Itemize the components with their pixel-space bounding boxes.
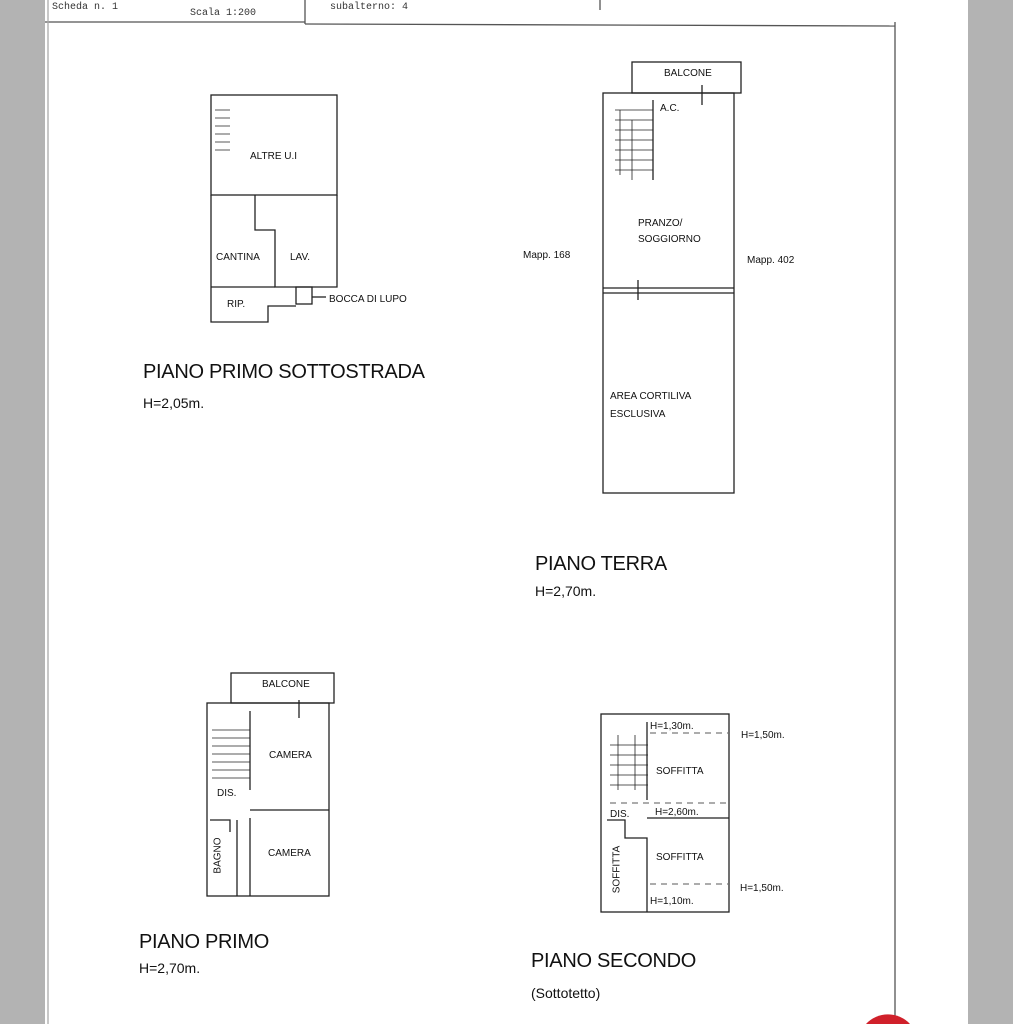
height-label: H=2,60m. xyxy=(655,807,699,818)
neighbor-label: Mapp. 402 xyxy=(747,255,795,266)
height-label: H=1,50m. xyxy=(741,730,785,741)
room-label: CAMERA xyxy=(268,848,311,859)
plan-title: PIANO TERRA xyxy=(535,553,667,575)
neighbor-label: Mapp. 168 xyxy=(523,250,571,261)
room-label: ESCLUSIVA xyxy=(610,409,666,420)
room-label: SOFFITTA xyxy=(611,845,623,894)
plan-height: H=2,70m. xyxy=(139,960,201,976)
header-scheda: Scheda n. 1 xyxy=(52,2,119,13)
header-scala: Scala 1:200 xyxy=(190,8,257,19)
header-subalterno: subalterno: 4 xyxy=(330,2,409,13)
plan-piano-terra xyxy=(603,62,741,493)
room-label: SOGGIORNO xyxy=(638,234,701,245)
room-label: LAV. xyxy=(290,252,311,263)
height-label: H=1,10m. xyxy=(650,896,694,907)
header-frame xyxy=(45,0,895,1024)
plan-title: PIANO PRIMO SOTTOSTRADA xyxy=(143,361,425,383)
room-label: PRANZO/ xyxy=(638,218,683,229)
room-label: SOFFITTA xyxy=(656,766,704,777)
plan-primo-sottostrada xyxy=(211,95,337,322)
room-label: RIP. xyxy=(227,299,246,310)
plan-piano-primo xyxy=(207,673,334,896)
room-label: CAMERA xyxy=(269,750,312,761)
plan-subtitle: (Sottotetto) xyxy=(531,985,601,1001)
room-label: BALCONE xyxy=(664,68,712,79)
plan-height: H=2,70m. xyxy=(535,583,597,599)
plan-title: PIANO SECONDO xyxy=(531,950,697,972)
room-label: DIS. xyxy=(217,788,237,799)
room-label: ALTRE U.I xyxy=(250,151,298,162)
room-label: A.C. xyxy=(660,103,680,114)
room-label: BAGNO xyxy=(212,837,224,874)
room-label: CANTINA xyxy=(216,252,260,263)
room-label: BALCONE xyxy=(262,679,310,690)
stamp-mark xyxy=(866,1014,910,1024)
room-label: BOCCA DI LUPO xyxy=(329,294,407,305)
room-label: AREA CORTILIVA xyxy=(610,391,692,402)
height-label: H=1,30m. xyxy=(650,721,694,732)
plan-title: PIANO PRIMO xyxy=(139,931,270,953)
room-label: DIS. xyxy=(610,809,630,820)
plan-height: H=2,05m. xyxy=(143,395,205,411)
height-label: H=1,50m. xyxy=(740,883,784,894)
room-label: SOFFITTA xyxy=(656,852,704,863)
